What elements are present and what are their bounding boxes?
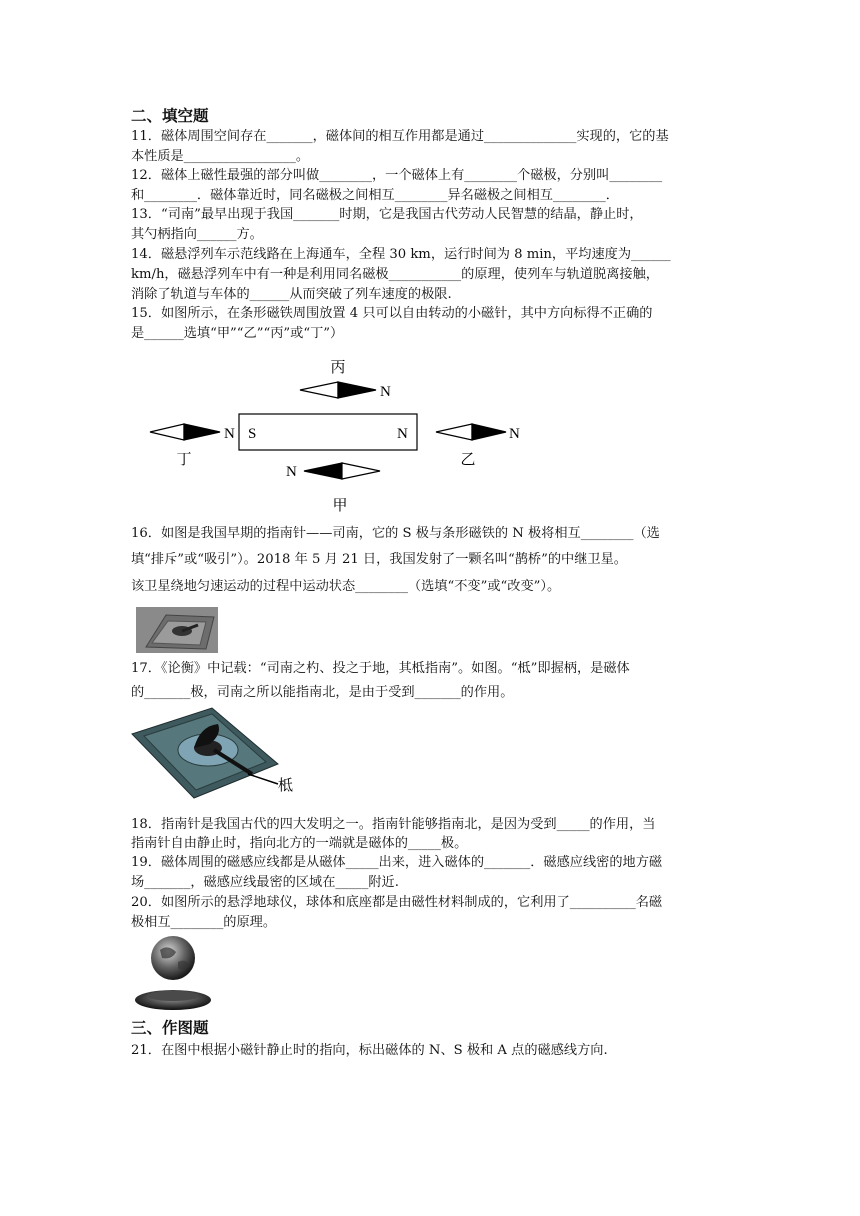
question-11-line-1: 11．磁体周围空间存在_______，磁体间的相互作用都是通过______________实现的，它的基 [131,129,669,144]
needle-label-jia: 甲 [332,496,348,514]
question-18-line-1: 18．指南针是我国古代的四大发明之一。指南针能够指南北，是因为受到_____的作用，当 [131,817,656,832]
question-16-line-1: 16．如图是我国早期的指南针——司南，它的 S 极与条形磁铁的 N 极将相互________（选 [131,526,660,541]
needle-top-n-label: N [380,384,391,400]
needle-bottom-white-half [342,463,380,479]
question-13-line-1: 13．“司南”最早出现于我国_______时期，它是我国古代劳动人民智慧的结晶，静止时， [131,207,643,222]
section-title-fill-in: 二、填空题 [131,107,209,125]
needle-label-yi: 乙 [460,450,476,468]
needle-right-white-half [436,424,472,440]
question-20-line-2: 极相互________的原理。 [131,915,277,930]
question-15-line-1: 15．如图所示，在条形磁铁周围放置 4 只可以自由转动的小磁针，其中方向标得不正确的 [131,306,653,321]
needle-label-bing: 丙 [330,358,346,376]
bar-magnet [239,414,417,450]
needle-left-n-label: N [224,426,235,442]
magnet-s-pole: S [248,426,257,442]
question-16-line-3: 该卫星绕地匀速运动的过程中运动状态________（选填“不变”或“改变”）。 [131,579,561,594]
needle-right-n-label: N [509,426,520,442]
question-14-line-1: 14．磁悬浮列车示范线路在上海通车，全程 30 km，运行时间为 8 min，平均速度为______ [131,247,671,262]
needle-label-ding: 丁 [176,450,192,468]
sinan-small-photo [136,607,218,653]
question-12-line-1: 12．磁体上磁性最强的部分叫做________，一个磁体上有________个磁极，分别叫________ [131,168,663,183]
handle-label: 柢 [278,776,294,794]
question-11-line-2: 本性质是_________________。 [131,149,310,164]
needle-bottom-black-half [304,463,342,479]
question-13-line-2: 其勺柄指向______方。 [131,227,263,242]
question-15-line-2: 是______选填“甲”“乙”“丙”或“丁”） [131,326,344,341]
needle-right-black-half [472,424,506,440]
question-17-line-1: 17．《论衡》中记载：“司南之杓、投之于地，其柢指南”。如图。“柢”即握柄，是磁体 [131,661,630,676]
question-14-line-2: km/h，磁悬浮列车中有一种是利用同名磁极___________的原理，使列车与轨道脱离接触， [131,267,659,282]
needle-left-black-half [184,424,220,440]
question-16-line-2: 填“排斥”或“吸引”）。2018 年 5 月 21 日，我国发射了一颗名叫“鹊桥”的中继卫星。 [131,552,627,567]
bar-magnet-figure [140,352,540,517]
section-title-drawing: 三、作图题 [131,1019,209,1037]
needle-bottom-n-label: N [286,464,297,480]
question-20-line-1: 20．如图所示的悬浮地球仪，球体和底座都是由磁性材料制成的，它利用了__________名磁 [131,895,663,910]
needle-top-black-half [338,382,376,398]
question-21-line-1: 21．在图中根据小磁针静止时的指向，标出磁体的 N、S 极和 A 点的磁感线方向. [131,1043,608,1058]
magnet-n-pole: N [397,426,408,442]
question-19-line-1: 19．磁体周围的磁感应线都是从磁体_____出来，进入磁体的_______．磁感应线密的地方磁 [131,855,663,870]
question-14-line-3: 消除了轨道与车体的______从而突破了列车速度的极限. [131,287,452,302]
question-17-line-2: 的_______极，司南之所以能指南北，是由于受到_______的作用。 [131,685,514,700]
needle-top-white-half [300,382,338,398]
floating-globe-photo [132,934,214,1014]
question-12-line-2: 和________．磁体靠近时，同名磁极之间相互________异名磁极之间相互________． [131,188,619,203]
sinan-photo [130,704,300,800]
question-18-line-2: 指南针自由静止时，指向北方的一端就是磁体的_____极。 [131,836,468,851]
question-19-line-2: 场_______，磁感应线最密的区域在_____附近. [131,875,399,890]
needle-left-white-half [150,424,184,440]
